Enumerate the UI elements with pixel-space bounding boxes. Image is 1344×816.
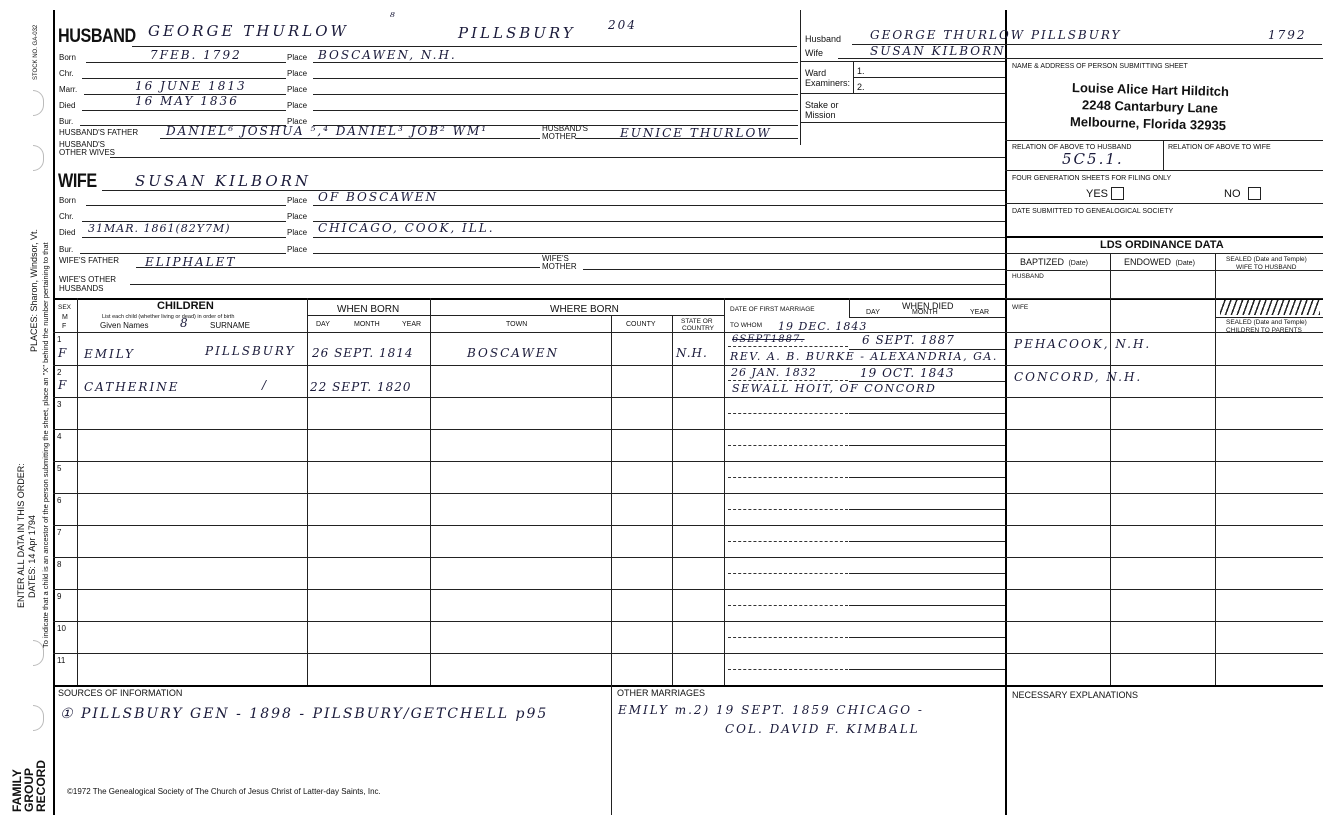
died-place-label: Place — [287, 101, 308, 110]
sealed-wife-label-2: WIFE TO HUSBAND — [1236, 264, 1297, 271]
marr-label: Marr. — [59, 85, 78, 94]
child2-born[interactable]: 22 SEPT. 1820 — [310, 380, 412, 394]
child1-surname[interactable]: PILLSBURY — [205, 344, 296, 358]
surname-label: SURNAME — [210, 321, 251, 330]
sealed-wife-label-1: SEALED (Date and Temple) — [1226, 256, 1307, 263]
row-number: 5 — [57, 464, 62, 473]
chr-label: Chr. — [59, 69, 74, 78]
row-number: 3 — [57, 400, 62, 409]
husband-surname[interactable]: PILLSBURY — [458, 24, 576, 42]
places-note: PLACES: Sharon, Windsor, Vt. — [29, 228, 39, 352]
died-day-label: DAY — [866, 309, 880, 316]
rh-wife[interactable]: SUSAN KILBORN — [870, 44, 1006, 58]
yes-checkbox[interactable] — [1111, 187, 1124, 200]
husband-note: 204 — [608, 18, 637, 32]
husband-mother[interactable]: EUNICE THURLOW — [620, 126, 772, 140]
husband-mark: ⁸ — [390, 10, 397, 24]
husband-father-label: HUSBAND'S FATHER — [59, 128, 139, 137]
wife-father[interactable]: ELIPHALET — [145, 255, 237, 269]
child1-died[interactable]: 6 SEPT. 1887 — [862, 333, 955, 347]
husband-mother-label-1: HUSBAND'S — [542, 124, 588, 133]
sex-m-label: M — [62, 314, 68, 321]
husband-other-wives-2: OTHER WIVES — [59, 148, 116, 157]
wife-born-place[interactable]: OF BOSCAWEN — [318, 190, 439, 204]
row-number: 6 — [57, 496, 62, 505]
other-marriages-line2[interactable]: COL. DAVID F. KIMBALL — [725, 722, 920, 736]
wife-name[interactable]: SUSAN KILBORN — [135, 172, 312, 190]
child2-sex[interactable]: F — [58, 378, 69, 392]
to-whom-label: TO WHOM — [730, 322, 763, 329]
no-label: NO — [1224, 188, 1241, 200]
child1-born[interactable]: 26 SEPT. 1814 — [312, 346, 414, 360]
row-number: 1 — [57, 335, 62, 344]
died-month-label: MONTH — [912, 309, 938, 316]
born-month-label: MONTH — [354, 321, 380, 328]
form-title-family: FAMILY — [10, 769, 24, 812]
baptized-label: BAPTIZED (Date) — [1020, 257, 1088, 267]
rh-husband[interactable]: GEORGE THURLOW PILLSBURY — [870, 28, 1122, 42]
marr-place-label: Place — [287, 85, 308, 94]
rh-husband-year[interactable]: 1792 — [1268, 28, 1307, 42]
rh-husband-label: Husband — [805, 34, 842, 44]
submitter-name[interactable]: Louise Alice Hart Hilditch — [1071, 79, 1230, 100]
wife-other-husbands-1: WIFE'S OTHER — [59, 275, 117, 284]
row-number: 9 — [57, 592, 62, 601]
wife-born-label: Born — [59, 196, 76, 205]
four-gen-label: FOUR GENERATION SHEETS FOR FILING ONLY — [1012, 175, 1172, 182]
husband-other-wives-1: HUSBAND'S — [59, 140, 105, 149]
relation-husband[interactable]: 5C5.1. — [1062, 150, 1124, 168]
child2-spouse[interactable]: SEWALL HOIT, OF CONCORD — [732, 382, 937, 395]
died-year-label: YEAR — [970, 309, 990, 316]
copyright: ©1972 The Genealogical Society of The Church of Jesus Christ of Latter-day Saints, Inc. — [67, 787, 381, 796]
row-number: 11 — [57, 656, 66, 665]
submitter-street[interactable]: 2248 Cantarbury Lane — [1081, 97, 1219, 116]
given-names-label: Given Names — [100, 321, 149, 330]
county-label: COUNTY — [626, 321, 656, 328]
wife-died-label: Died — [59, 228, 76, 237]
wife-died-place-label: Place — [287, 228, 308, 237]
died-label: Died — [59, 101, 76, 110]
child1-ordinance[interactable]: PEHACOOK, N.H. — [1014, 337, 1152, 351]
born-day-label: DAY — [316, 321, 330, 328]
bur-place-label: Place — [287, 117, 308, 126]
child2-ordinance[interactable]: CONCORD, N.H. — [1014, 370, 1143, 384]
sources-text[interactable]: ① PILLSBURY GEN - 1898 - PILSBURY/GETCHELL p95 — [60, 706, 549, 722]
sealed-children-label-1: SEALED (Date and Temple) — [1226, 319, 1307, 326]
child2-surname[interactable]: / — [262, 378, 269, 392]
submitter-label: NAME & ADDRESS OF PERSON SUBMITTING SHEET — [1012, 63, 1188, 70]
relation-wife-label: RELATION OF ABOVE TO WIFE — [1168, 144, 1271, 151]
other-marriages-line1[interactable]: EMILY m.2) 19 SEPT. 1859 CHICAGO - — [618, 703, 924, 717]
stake-label-2: Mission — [805, 110, 836, 120]
wife-bur-label: Bur. — [59, 245, 74, 254]
husband-heading: HUSBAND — [58, 26, 136, 47]
child1-state[interactable]: N.H. — [676, 346, 708, 360]
bur-label: Bur. — [59, 117, 74, 126]
wife-father-label: WIFE'S FATHER — [59, 256, 120, 265]
when-died-label: WHEN DIED — [902, 301, 954, 311]
state-label-1: STATE OR — [681, 318, 713, 325]
no-checkbox[interactable] — [1248, 187, 1261, 200]
binder-hole — [33, 90, 44, 116]
wife-other-husbands-2: HUSBANDS — [59, 284, 104, 293]
chr-place-label: Place — [287, 69, 308, 78]
enter-data-note: ENTER ALL DATA IN THIS ORDER: — [16, 463, 26, 608]
binder-hole — [33, 145, 44, 171]
children-note: List each child (whether living or dead) in order of birth — [102, 314, 235, 320]
husband-mother-label-2: MOTHER — [542, 132, 577, 141]
yes-label: YES — [1086, 188, 1109, 200]
given-names-mark: 8 — [180, 316, 190, 330]
date-submitted-label: DATE SUBMITTED TO GENEALOGICAL SOCIETY — [1012, 208, 1174, 215]
binder-hole — [33, 705, 44, 731]
husband-born[interactable]: 7FEB. 1792 — [150, 48, 242, 62]
child2-died[interactable]: 19 OCT. 1843 — [860, 366, 955, 380]
husband-father[interactable]: DANIEL⁶ JOSHUA ⁵,⁴ DANIEL³ JOB² WM¹ — [166, 124, 489, 138]
child2-marriage[interactable]: 26 JAN. 1832 — [731, 366, 817, 379]
sealed-children-label-2: CHILDREN TO PARENTS — [1226, 327, 1302, 334]
sex-label: SEX — [58, 304, 72, 311]
children-label: CHILDREN — [157, 300, 214, 312]
wife-heading: WIFE — [58, 171, 97, 192]
husband-given-name[interactable]: GEORGE THURLOW — [148, 22, 349, 40]
first-marriage-label: DATE OF FIRST MARRIAGE — [730, 306, 815, 313]
rh-wife-label: Wife — [805, 48, 823, 58]
where-born-label: WHERE BORN — [550, 304, 619, 315]
child1-given[interactable]: EMILY — [84, 347, 135, 361]
when-born-label: WHEN BORN — [337, 304, 400, 315]
relation-husband-label: RELATION OF ABOVE TO HUSBAND — [1012, 144, 1132, 151]
other-marriages-label: OTHER MARRIAGES — [617, 688, 706, 698]
row-number: 7 — [57, 528, 62, 537]
husband-born-place[interactable]: BOSCAWEN, N.H. — [318, 48, 457, 62]
husband-marr[interactable]: 16 JUNE 1813 — [135, 79, 247, 93]
husband-died[interactable]: 16 MAY 1836 — [135, 94, 239, 108]
submitter-city[interactable]: Melbourne, Florida 32935 — [1069, 113, 1227, 134]
state-label-2: COUNTRY — [682, 325, 715, 332]
row-number: 8 — [57, 560, 62, 569]
town-label: TOWN — [506, 321, 528, 328]
wife-mother-label-2: MOTHER — [542, 262, 577, 271]
form-title-group: GROUP — [22, 767, 36, 812]
row-number: 4 — [57, 432, 62, 441]
stock-number: STOCK NO. GA-032 — [33, 24, 39, 80]
lds-heading: LDS ORDINANCE DATA — [1100, 239, 1224, 251]
wife-bur-place-label: Place — [287, 245, 308, 254]
endowed-label: ENDOWED (Date) — [1124, 257, 1195, 267]
ancestor-note: To indicate that a child is an ancestor of the person submitting the sheet, place an "X" behind the number pertaining to that — [41, 242, 50, 648]
child1-died-struck: 6SEPT1887. — [732, 334, 805, 345]
child1-town[interactable]: BOSCAWEN — [467, 346, 560, 360]
row-number: 2 — [57, 368, 62, 377]
form-title-record: RECORD — [34, 759, 48, 812]
wife-mother-label-1: WIFE'S — [542, 254, 569, 263]
lds-husband-row: HUSBAND — [1012, 273, 1044, 280]
sources-label: SOURCES OF INFORMATION — [58, 688, 183, 698]
sealed-hatch — [1220, 300, 1320, 315]
wife-died[interactable]: 31MAR. 1861(82Y7M) — [88, 222, 231, 235]
child1-spouse[interactable]: REV. A. B. BURKE - ALEXANDRIA, GA. — [730, 350, 998, 363]
examiner-2: 2. — [857, 82, 865, 92]
child1-sex[interactable]: F — [58, 346, 69, 360]
child2-given[interactable]: CATHERINE — [84, 380, 180, 394]
lds-wife-row: WIFE — [1012, 304, 1029, 311]
explanations-label: NECESSARY EXPLANATIONS — [1012, 690, 1139, 700]
born-year-label: YEAR — [402, 321, 422, 328]
row-number: 10 — [57, 624, 66, 633]
wife-chr-place-label: Place — [287, 212, 308, 221]
child1-marriage[interactable]: 19 DEC. 1843 — [778, 320, 868, 333]
wife-chr-label: Chr. — [59, 212, 74, 221]
ward-label: Ward — [805, 68, 827, 78]
wife-died-place[interactable]: CHICAGO, COOK, ILL. — [318, 221, 495, 235]
examiners-label: Examiners: — [805, 78, 851, 88]
born-label: Born — [59, 53, 76, 62]
wife-born-place-label: Place — [287, 196, 308, 205]
sex-f-label: F — [62, 323, 67, 330]
dates-note: DATES: 14 Apr 1794 — [27, 515, 37, 598]
born-place-label: Place — [287, 53, 308, 62]
examiner-1: 1. — [857, 66, 865, 76]
stake-label-1: Stake or — [805, 100, 839, 110]
